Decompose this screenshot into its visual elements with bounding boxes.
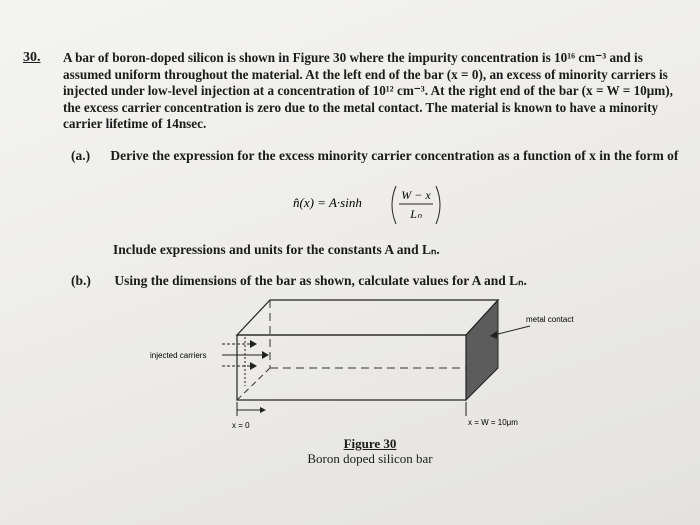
- bar-top-face: [237, 300, 498, 335]
- metal-contact-face: [466, 300, 498, 400]
- problem-text: A bar of boron-doped silicon is shown in Figure 30 where the impurity concentration is 10¹⁶ cm⁻³ and is assumed uniform throughout the material. At the left end of the bar (x = 0), an excess of minority carriers is injected under low-level injection at a concentration of 10¹² cm⁻³. At the right end of the bar (x = W = 10μm), the excess carrier concentration is zero due to the metal contact. The material is known to have a minority carrier lifetime of 14nsec.: [63, 50, 673, 131]
- figure-subtitle: Boron doped silicon bar: [307, 451, 433, 466]
- xw-label: x = W = 10μm: [468, 418, 518, 427]
- part-b-label: (b.): [71, 273, 91, 288]
- equation-numerator: W − x: [401, 188, 431, 202]
- equation-lhs: n̂(x) = A·sinh: [293, 195, 362, 210]
- equation-denominator: Lₙ: [410, 207, 422, 221]
- metal-contact-label: metal contact: [526, 315, 574, 324]
- part-a-text: Derive the expression for the excess minority carrier concentration as a function of x in the form of: [110, 148, 679, 163]
- problem-number: 30.: [23, 50, 41, 65]
- part-a-label: (a.): [71, 148, 91, 163]
- hidden-edge-diagonal: [237, 368, 270, 400]
- x0-label: x = 0: [232, 421, 250, 430]
- figure-title: Figure 30: [343, 436, 397, 451]
- part-b-text: Using the dimensions of the bar as shown, calculate values for A and Lₙ.: [114, 273, 527, 288]
- part-a-followup: Include expressions and units for the constants A and Lₙ.: [113, 242, 440, 257]
- injection-arrows: [222, 337, 269, 386]
- injected-carriers-label: injected carriers: [150, 351, 207, 360]
- figure-caption: [300, 436, 440, 466]
